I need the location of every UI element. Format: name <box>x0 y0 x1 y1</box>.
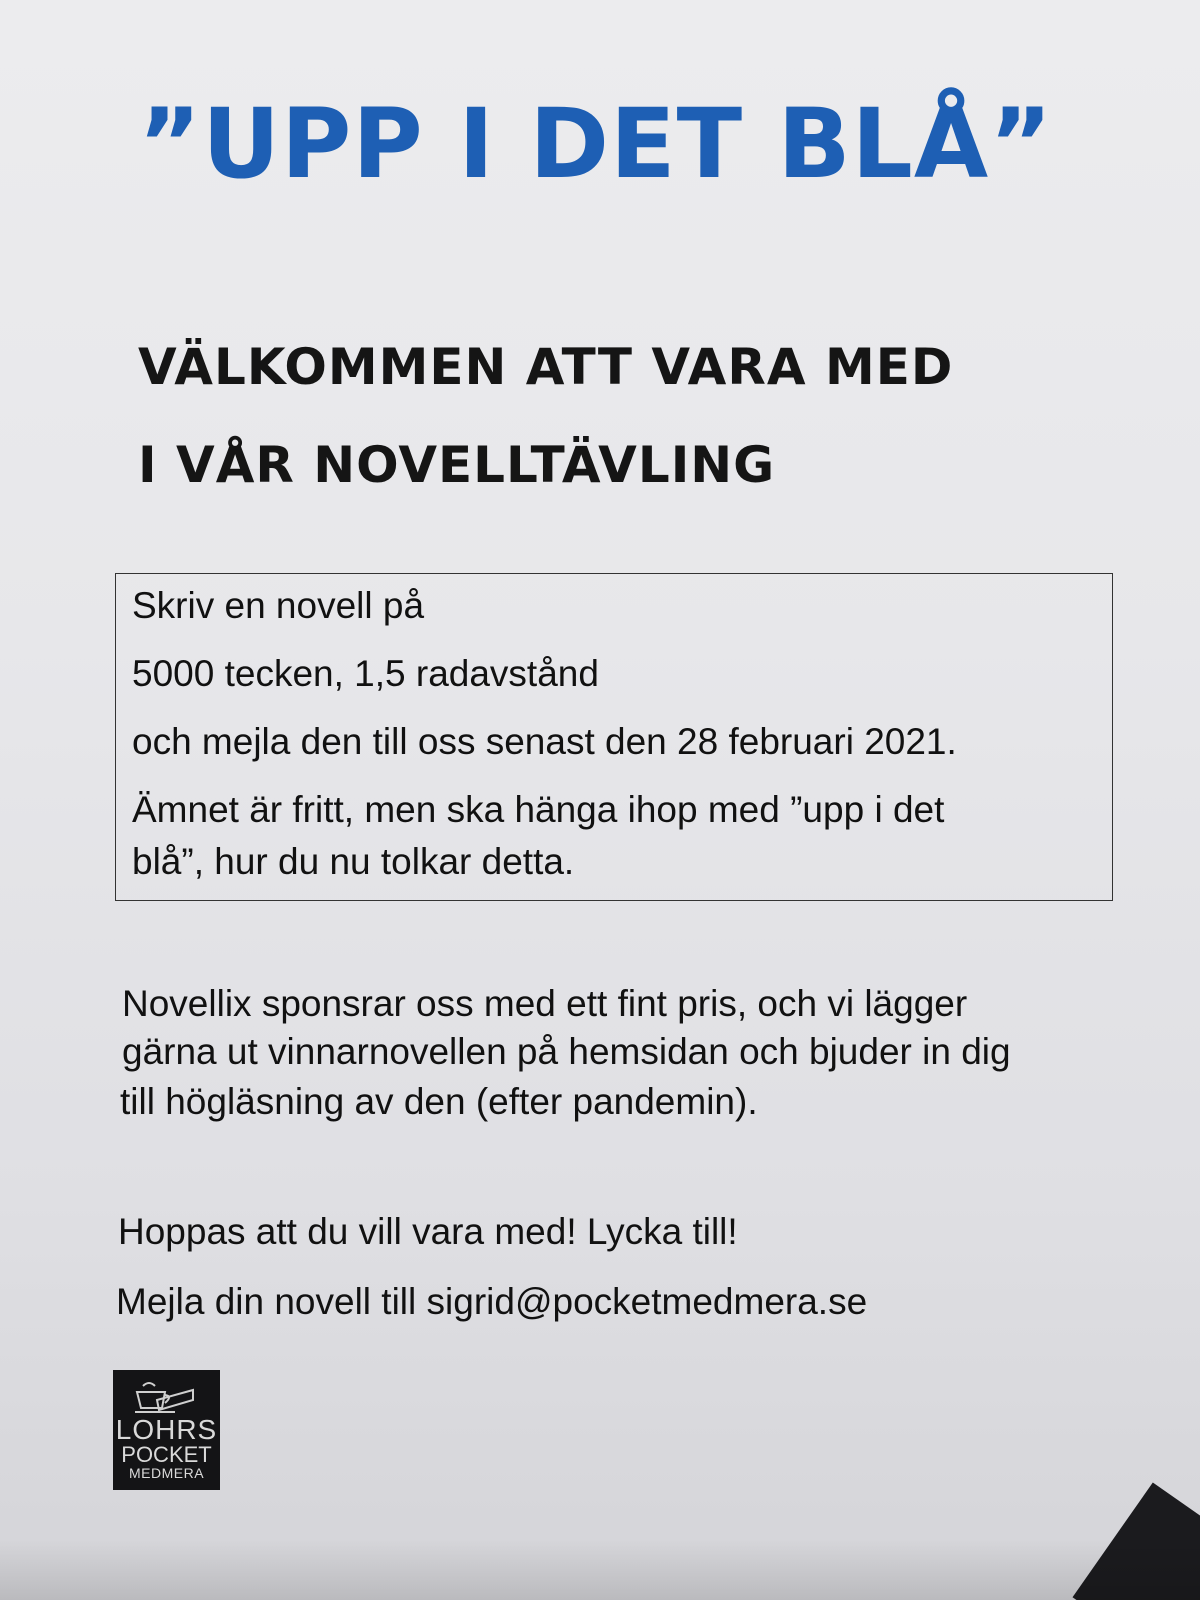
logo-text-medmera: MEDMERA <box>128 1465 205 1481</box>
rules-line: Ämnet är fritt, men ska hänga ihop med ”upp i det <box>132 789 945 830</box>
closing-greeting: Hoppas att du vill vara med! Lycka till! <box>118 1211 738 1252</box>
rules-line: och mejla den till oss senast den 28 februari 2021. <box>132 721 957 762</box>
logo-text-pocket: POCKET <box>121 1442 212 1467</box>
logo-text-lohrs: LOHRS <box>115 1414 218 1445</box>
rules-box <box>115 573 1113 901</box>
welcome-heading-line-1: VÄLKOMMEN ATT VARA MED <box>138 338 954 396</box>
prize-line: gärna ut vinnarnovellen på hemsidan och bjuder in dig <box>122 1031 1011 1072</box>
poster-title: ”UPP I DET BLÅ” <box>138 88 1054 200</box>
rules-line: blå”, hur du nu tolkar detta. <box>132 841 575 882</box>
coffee-cup-icon <box>135 1378 197 1418</box>
prize-line: till högläsning av den (efter pandemin). <box>120 1081 758 1122</box>
closing-email-line: Mejla din novell till sigrid@pocketmedmera.se <box>116 1281 868 1322</box>
background-corner <box>1073 1483 1200 1600</box>
lohrs-pocket-logo <box>113 1370 220 1490</box>
prize-line: Novellix sponsrar oss med ett fint pris, och vi lägger <box>122 983 968 1024</box>
rules-line: Skriv en novell på <box>132 585 425 626</box>
welcome-heading-line-2: I VÅR NOVELLTÄVLING <box>138 436 776 494</box>
rules-line: 5000 tecken, 1,5 radavstånd <box>132 653 599 694</box>
